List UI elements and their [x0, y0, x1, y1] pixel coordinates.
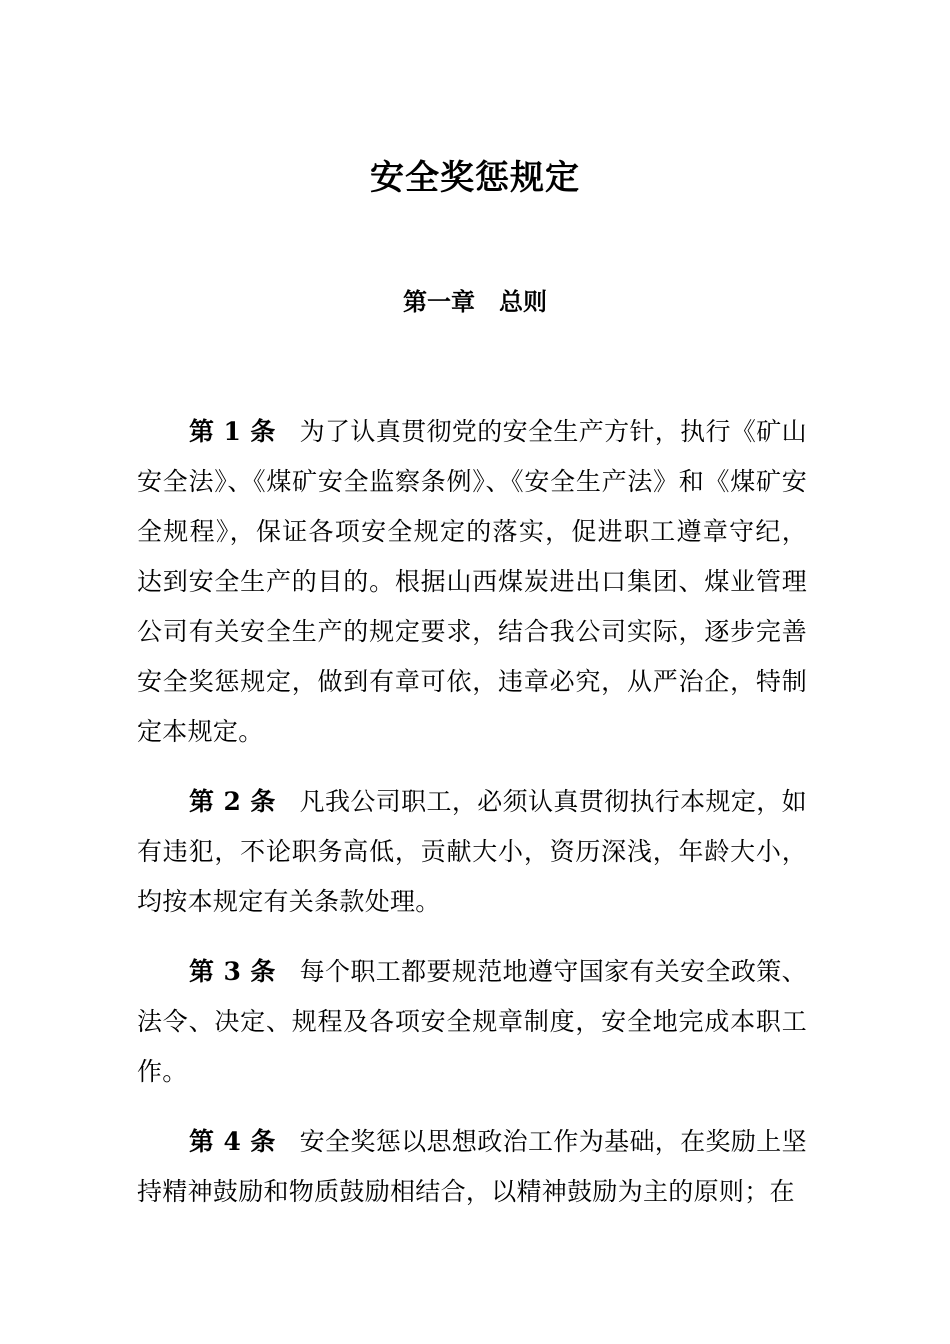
article-text: 每个职工都要规范地遵守国家有关安全政策、法令、决定、规程及各项安全规章制度，安全地完成本职工作。: [137, 957, 807, 1086]
article-label: 第 2 条: [189, 787, 276, 816]
article-4: [137, 1117, 807, 1217]
article-text: 凡我公司职工，必须认真贯彻执行本规定，如有违犯，不论职务高低，贡献大小，资历深浅，年龄大小，均按本规定有关条款处理。: [137, 787, 807, 916]
chapter-heading: 第一章 总则: [403, 287, 547, 316]
article-label: 第 1 条: [189, 417, 276, 446]
article-1: [137, 407, 807, 757]
article-text: 为了认真贯彻党的安全生产方针，执行《矿山安全法》、《煤矿安全监察条例》、《安全生产法》和《煤矿安全规程》，保证各项安全规定的落实，促进职工遵章守纪，达到安全生产的目的。根据山西煤炭进出口集团、煤业管理公司有关安全生产的规定要求，结合我公司实际，逐步完善安全奖惩规定，做到有章可依，违章必究，从严治企，特制定本规定。: [137, 417, 807, 746]
article-2: [137, 777, 807, 927]
article-label: 第 4 条: [189, 1127, 276, 1156]
article-3: [137, 947, 807, 1097]
page-title: 安全奖惩规定: [370, 158, 580, 198]
article-label: 第 3 条: [189, 957, 276, 986]
document-body: [137, 407, 807, 1237]
article-text: 安全奖惩以思想政治工作为基础，在奖励上坚持精神鼓励和物质鼓励相结合，以精神鼓励为主的原则；在: [137, 1127, 807, 1206]
